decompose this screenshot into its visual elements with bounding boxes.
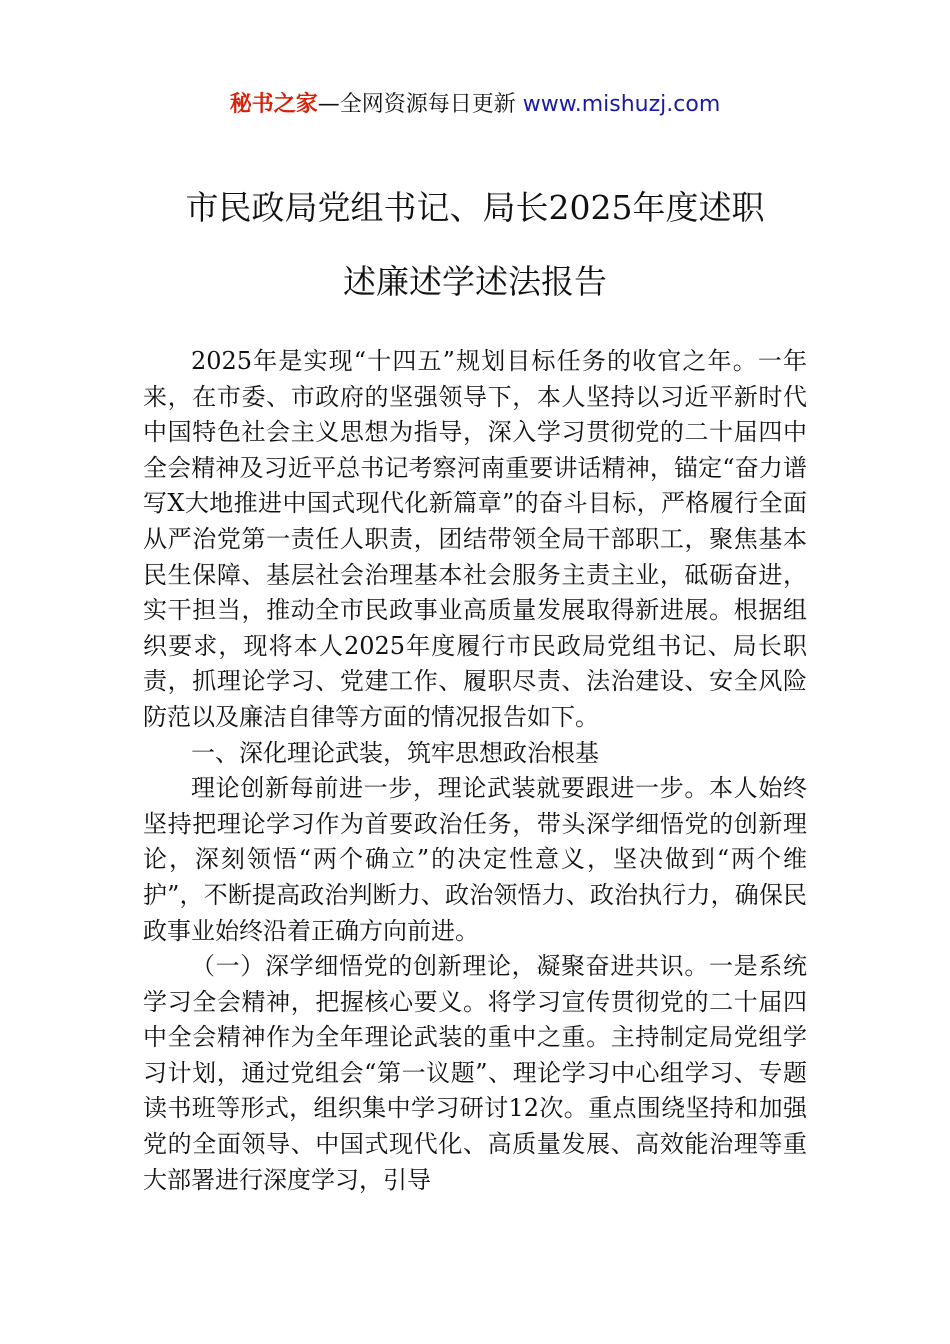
site-banner [0, 88, 950, 122]
document-body [143, 344, 807, 1198]
paragraph-intro: 2025年是实现“十四五”规划目标任务的收官之年。一年来，在市委、市政府的坚强领导下，本人坚持以习近平新时代中国特色社会主义思想为指导，深入学习贯彻党的二十届四中全会精神及习近平总书记考察河南重要讲话精神，锚定“奋力谱写X大地推进中国式现代化新篇章”的奋斗目标，严格履行全面从严治党第一责任人职责，团结带领全局干部职工，聚焦基本民生保障、基层社会治理基本社会服务主责主业，砥砺奋进，实干担当，推动全市民政事业高质量发展取得新进展。根据组织要求，现将本人2025年度履行市民政局党组书记、局长职责，抓理论学习、党建工作、履职尽责、法治建设、安全风险防范以及廉洁自律等方面的情况报告如下。 [143, 347, 807, 731]
brand-name: 秘书之家 [229, 92, 318, 117]
title-line-2: 述廉述学述法报告 [343, 262, 607, 301]
section-heading-1: 一、深化理论武装，筑牢思想政治根基 [191, 738, 599, 767]
document-title [0, 186, 950, 304]
paragraph-section-1: 理论创新每前进一步，理论武装就要跟进一步。本人始终坚持把理论学习作为首要政治任务，带头深学细悟党的创新理论，深刻领悟“两个确立”的决定性意义，坚决做到“两个维护”，不断提高政治判断力、政治领悟力、政治执行力，确保民政事业始终沿着正确方向前进。 [143, 774, 807, 945]
paragraph-subsection-1: （一）深学细悟党的创新理论，凝聚奋进共识。一是系统学习全会精神，把握核心要义。将学习宣传贯彻党的二十届四中全会精神作为全年理论武装的重中之重。主持制定局党组学习计划，通过党组会“第一议题”、理论学习中心组学习、专题读书班等形式，组织集中学习研讨12次。重点围绕坚持和加强党的全面领导、中国式现代化、高质量发展、高效能治理等重大部署进行深度学习，引导 [143, 952, 807, 1194]
banner-tagline: —全网资源每日更新 [317, 92, 523, 117]
title-line-1: 市民政局党组书记、局长2025年度述职 [185, 188, 765, 227]
site-url-link[interactable]: www.mishuzj.com [522, 92, 721, 117]
